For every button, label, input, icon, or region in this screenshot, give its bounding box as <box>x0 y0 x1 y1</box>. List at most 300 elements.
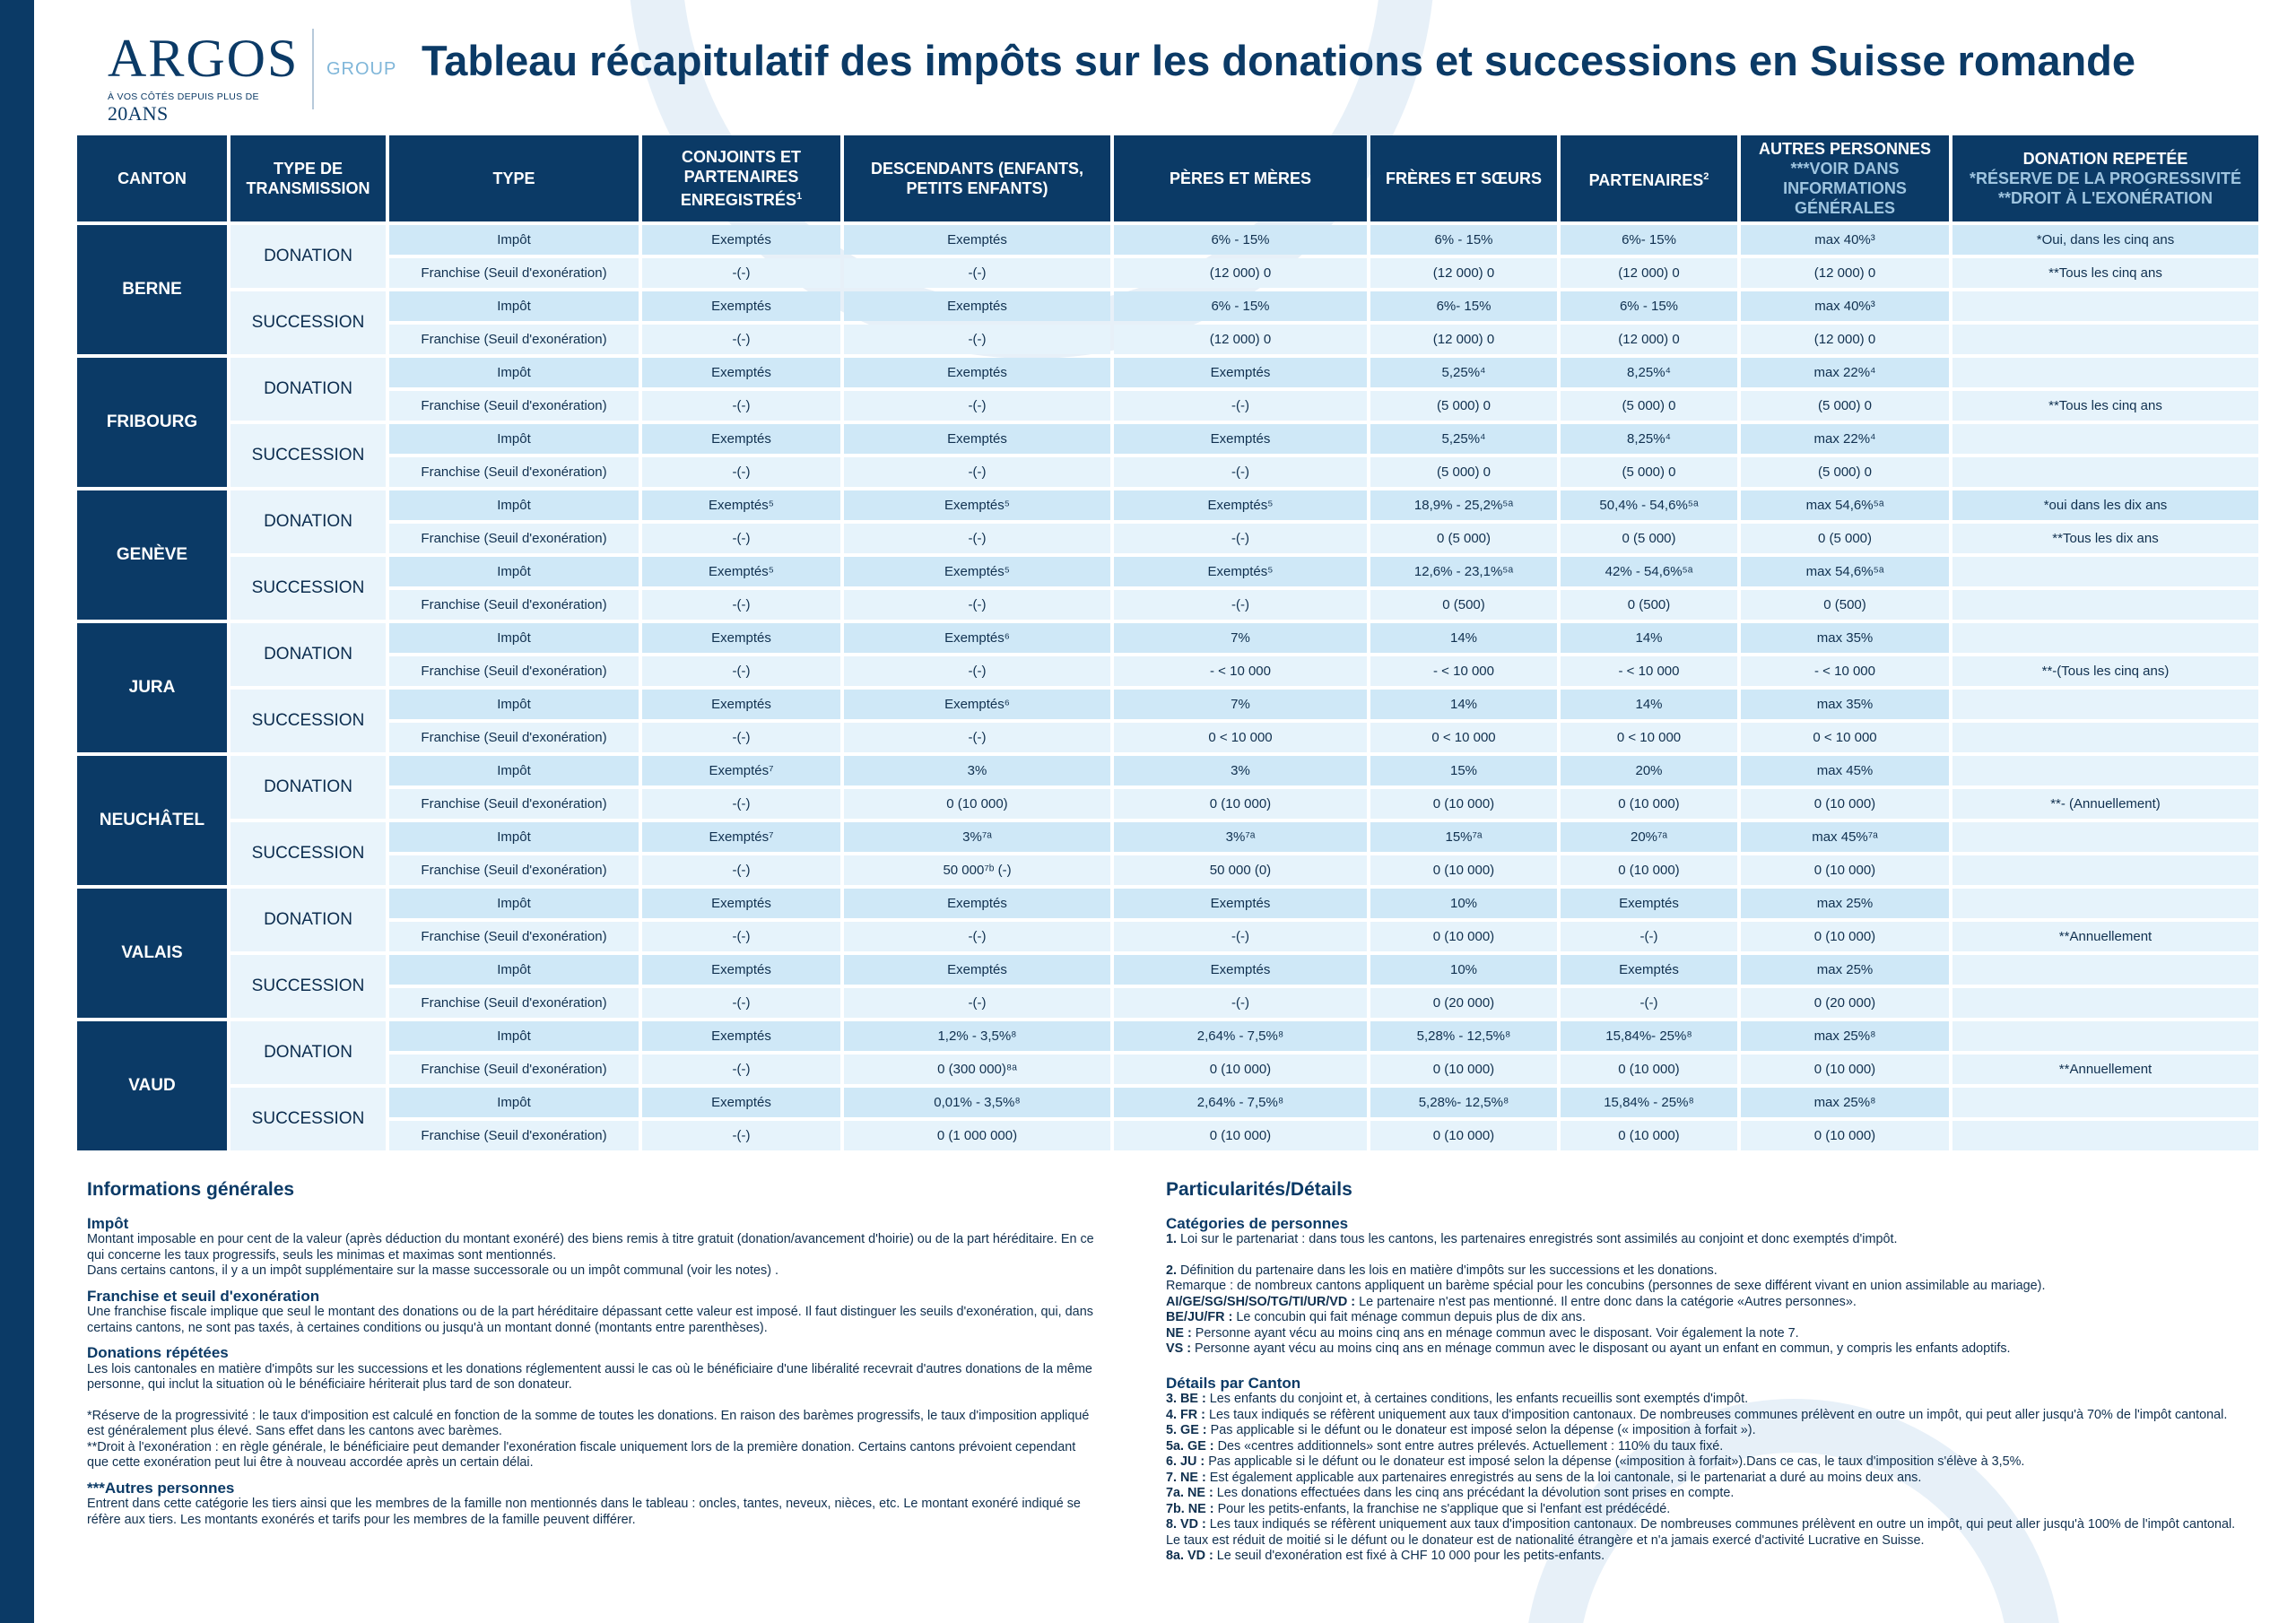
category-note-1-text: Loi sur le partenariat : dans tous les cantons, les partenaires enregistrés sont assimilés au conjoint et donc exemptés d'impôt. <box>1180 1232 1898 1246</box>
cell-donation-repetee <box>1952 822 2258 852</box>
cell-autres: max 54,6%⁵ᵃ <box>1741 490 1949 520</box>
category-note-2a-text: Le partenaire n'est pas mentionné. Il entre donc dans la catégorie «Autres personnes». <box>1359 1294 1857 1309</box>
cell-descendants: Exemptés⁶ <box>844 623 1110 653</box>
cell-conjoints: Exemptés <box>642 225 840 255</box>
cell-descendants: -(-) <box>844 391 1110 421</box>
cell-conjoints: -(-) <box>642 258 840 288</box>
logo-tagline <box>108 91 300 126</box>
cell-donation-repetee <box>1952 690 2258 719</box>
table-row <box>77 225 2258 255</box>
cell-peres: Exemptés <box>1114 358 1367 387</box>
cell-peres: 6% - 15% <box>1114 225 1367 255</box>
cell-partenaires: 8,25%⁴ <box>1561 424 1737 454</box>
cell-freres: 6% - 15% <box>1370 225 1557 255</box>
cell-freres: 18,9% - 25,2%⁵ᵃ <box>1370 490 1557 520</box>
impot-paragraph-2: Dans certains cantons, il y a un impôt supplémentaire sur la masse successorale ou un impôt communal (voir les notes) . <box>87 1263 779 1278</box>
cell-freres: 10% <box>1370 889 1557 918</box>
cell-descendants: -(-) <box>844 524 1110 553</box>
cell-descendants: Exemptés⁵ <box>844 490 1110 520</box>
canton-note-text: Des «centres additionnels» sont entre autres prélevés. Actuellement : 110% du taux fixé. <box>1217 1438 1724 1454</box>
cell-partenaires: 8,25%⁴ <box>1561 358 1737 387</box>
canton-note-label: 8. VD : <box>1166 1517 1206 1532</box>
details-section-title: Particularités/Détails <box>1166 1179 1352 1200</box>
table-row <box>77 756 2258 785</box>
category-note-2d-text: Personne ayant vécu au moins cinq ans en ménage commun avec le disposant ou ayant un enfant en commun, y compris les enfants adoptifs. <box>1195 1341 2011 1356</box>
cell-partenaires: 6%- 15% <box>1561 225 1737 255</box>
cell-autres: max 25% <box>1741 955 1949 985</box>
transmission-type-cell: SUCCESSION <box>230 822 386 885</box>
header-donation-label: DONATION REPETÉE <box>2022 150 2188 168</box>
logo-divider <box>312 29 314 109</box>
canton-name-cell: BERNE <box>77 225 227 354</box>
cell-donation-repetee <box>1952 1021 2258 1051</box>
general-info-title: Informations générales <box>87 1179 295 1200</box>
cell-descendants: Exemptés⁵ <box>844 557 1110 586</box>
categories-title: Catégories de personnes <box>1166 1214 1349 1232</box>
impot-paragraph-1: Montant imposable en pour cent de la valeur (après déduction du montant exonéré) des biens remis à titre gratuit (donation/avancement d'hoirie) ou de la part héréditaire. En ce qui concerne les taux progressifs, seuls les minimas et maximas sont mentionnés. <box>87 1232 1094 1263</box>
canton-note <box>1166 1392 2251 1408</box>
transmission-type-cell: DONATION <box>230 889 386 951</box>
cell-descendants: 0,01% - 3,5%⁸ <box>844 1088 1110 1117</box>
cell-donation-repetee <box>1952 457 2258 487</box>
cell-type: Impôt <box>389 889 639 918</box>
cell-type: Franchise (Seuil d'exonération) <box>389 855 639 885</box>
cell-autres: 0 (10 000) <box>1741 855 1949 885</box>
cell-descendants: Exemptés <box>844 358 1110 387</box>
cell-conjoints: Exemptés <box>642 424 840 454</box>
cell-autres: (12 000) 0 <box>1741 325 1949 354</box>
transmission-type-cell: DONATION <box>230 756 386 819</box>
canton-note <box>1166 1408 2251 1424</box>
cell-freres: 0 (10 000) <box>1370 1121 1557 1150</box>
cell-peres: -(-) <box>1114 590 1367 620</box>
category-note-2d <box>1166 1341 2251 1358</box>
cell-partenaires: 20%⁷ᵃ <box>1561 822 1737 852</box>
canton-note-label: 5. GE : <box>1166 1423 1207 1437</box>
canton-note <box>1166 1517 2251 1549</box>
header-canton-label: CANTON <box>117 169 187 187</box>
table-row <box>77 358 2258 387</box>
cell-freres: (12 000) 0 <box>1370 325 1557 354</box>
canton-note-text: Pas applicable si le défunt ou le donateur est imposé selon la dépense («imposition à forfait»).Dans ce cas, le taux d'imposition s'élève à 3,5%. <box>1208 1454 2025 1469</box>
category-note-2c <box>1166 1326 2251 1342</box>
cell-autres: 0 (20 000) <box>1741 988 1949 1018</box>
cell-autres: max 22%⁴ <box>1741 358 1949 387</box>
cell-conjoints: Exemptés <box>642 623 840 653</box>
table-row <box>77 1088 2258 1117</box>
table-row <box>77 524 2258 553</box>
cell-freres: 5,25%⁴ <box>1370 424 1557 454</box>
cell-conjoints: -(-) <box>642 656 840 686</box>
canton-note <box>1166 1439 2251 1455</box>
canton-name-cell: VALAIS <box>77 889 227 1018</box>
cell-descendants: 0 (300 000)⁸ᵃ <box>844 1055 1110 1084</box>
cell-donation-repetee: **Tous les cinq ans <box>1952 391 2258 421</box>
canton-note-text: Les enfants du conjoint et, à certaines conditions, les enfants recueillis sont exemptés d'impôt. <box>1209 1392 1749 1406</box>
cell-conjoints: -(-) <box>642 325 840 354</box>
cell-donation-repetee <box>1952 557 2258 586</box>
canton-note-label: 4. FR : <box>1166 1407 1205 1422</box>
cell-freres: (5 000) 0 <box>1370 457 1557 487</box>
header-descendants <box>844 135 1110 221</box>
cell-conjoints: -(-) <box>642 590 840 620</box>
cell-type: Impôt <box>389 822 639 852</box>
cell-autres: (12 000) 0 <box>1741 258 1949 288</box>
cell-type: Franchise (Seuil d'exonération) <box>389 524 639 553</box>
cell-descendants: -(-) <box>844 723 1110 752</box>
cell-descendants: Exemptés <box>844 291 1110 321</box>
cell-partenaires: 6% - 15% <box>1561 291 1737 321</box>
cell-peres: - < 10 000 <box>1114 656 1367 686</box>
canton-note-label: 7a. NE : <box>1166 1486 1213 1500</box>
transmission-type-cell: DONATION <box>230 225 386 288</box>
cell-type: Franchise (Seuil d'exonération) <box>389 1121 639 1150</box>
table-row <box>77 557 2258 586</box>
cell-freres: 5,25%⁴ <box>1370 358 1557 387</box>
cell-partenaires: 15,84%- 25%⁸ <box>1561 1021 1737 1051</box>
spacer <box>1166 1248 2251 1263</box>
cell-donation-repetee: **- (Annuellement) <box>1952 789 2258 819</box>
cell-donation-repetee <box>1952 424 2258 454</box>
autres-paragraph: Entrent dans cette catégorie les tiers ainsi que les membres de la famille non mentionnés dans le tableau : oncles, tantes, neveux, nièces, etc. Le montant exonéré indiqué se réfère aux tiers. Les montants exonérés et tarifs pour les membres de la famille peuvent différer. <box>87 1497 1081 1527</box>
table-row <box>77 325 2258 354</box>
cell-type: Impôt <box>389 1088 639 1117</box>
cell-type: Franchise (Seuil d'exonération) <box>389 457 639 487</box>
cell-freres: 0 (20 000) <box>1370 988 1557 1018</box>
transmission-type-cell: DONATION <box>230 358 386 421</box>
canton-note <box>1166 1549 2251 1565</box>
canton-note <box>1166 1423 2251 1439</box>
cell-partenaires: 0 (10 000) <box>1561 1121 1737 1150</box>
cell-donation-repetee <box>1952 988 2258 1018</box>
cell-conjoints: Exemptés <box>642 1021 840 1051</box>
cell-peres: 0 (10 000) <box>1114 1055 1367 1084</box>
cell-peres: -(-) <box>1114 922 1367 951</box>
cell-freres: 14% <box>1370 690 1557 719</box>
cell-partenaires: 0 (10 000) <box>1561 855 1737 885</box>
transmission-type-cell: SUCCESSION <box>230 557 386 620</box>
cell-type: Impôt <box>389 424 639 454</box>
cell-freres: 0 (500) <box>1370 590 1557 620</box>
table-row <box>77 457 2258 487</box>
table-row <box>77 889 2258 918</box>
cell-donation-repetee <box>1952 855 2258 885</box>
cell-autres: 0 (10 000) <box>1741 789 1949 819</box>
cell-donation-repetee <box>1952 1088 2258 1117</box>
canton-note-label: 7b. NE : <box>1166 1501 1214 1516</box>
category-note-2-remark: Remarque : de nombreux cantons appliquent un barème spécial pour les concubins (personnes de sexe différent vivant en union assimilable au mariage). <box>1166 1279 2046 1293</box>
table-row <box>77 690 2258 719</box>
cell-donation-repetee: *Oui, dans les cinq ans <box>1952 225 2258 255</box>
cell-autres: max 54,6%⁵ᵃ <box>1741 557 1949 586</box>
canton-note-text: Est également applicable aux partenaires enregistrés au sens de la loi cantonale, si le partenariat a duré au moins deux ans. <box>1209 1470 1922 1485</box>
page-header <box>77 20 2248 125</box>
cell-type: Franchise (Seuil d'exonération) <box>389 988 639 1018</box>
cell-peres: 50 000 (0) <box>1114 855 1367 885</box>
table-row <box>77 391 2258 421</box>
cell-freres: - < 10 000 <box>1370 656 1557 686</box>
cell-descendants: -(-) <box>844 988 1110 1018</box>
cell-autres: max 35% <box>1741 690 1949 719</box>
canton-note-text: Le seuil d'exonération est fixé à CHF 10 000 pour les petits-enfants. <box>1216 1549 1605 1563</box>
transmission-type-cell: DONATION <box>230 1021 386 1084</box>
cell-type: Franchise (Seuil d'exonération) <box>389 922 639 951</box>
transmission-type-cell: DONATION <box>230 623 386 686</box>
header-peres <box>1114 135 1367 221</box>
cell-peres: -(-) <box>1114 524 1367 553</box>
cell-type: Impôt <box>389 756 639 785</box>
cell-donation-repetee <box>1952 1121 2258 1150</box>
cell-freres: 12,6% - 23,1%⁵ᵃ <box>1370 557 1557 586</box>
cell-partenaires: (12 000) 0 <box>1561 258 1737 288</box>
cell-donation-repetee <box>1952 325 2258 354</box>
cell-conjoints: Exemptés <box>642 889 840 918</box>
canton-note-label: 5a. GE : <box>1166 1438 1214 1454</box>
header-type-label: TYPE <box>492 169 535 187</box>
table-row <box>77 623 2258 653</box>
category-note-2d-label: VS : <box>1166 1341 1191 1356</box>
cell-conjoints: Exemptés⁷ <box>642 756 840 785</box>
cell-autres: max 40%³ <box>1741 291 1949 321</box>
group-label: GROUP <box>326 59 397 79</box>
cell-partenaires: 14% <box>1561 690 1737 719</box>
cell-freres: 0 < 10 000 <box>1370 723 1557 752</box>
cell-type: Franchise (Seuil d'exonération) <box>389 590 639 620</box>
tax-summary-table-wrapper <box>77 132 2246 1154</box>
franchise-title: Franchise et seuil d'exonération <box>87 1287 320 1305</box>
header-canton <box>77 135 227 221</box>
argos-logo <box>108 29 300 125</box>
cell-freres: 14% <box>1370 623 1557 653</box>
cell-donation-repetee <box>1952 623 2258 653</box>
cell-type: Franchise (Seuil d'exonération) <box>389 656 639 686</box>
cell-type: Impôt <box>389 225 639 255</box>
cell-autres: 0 < 10 000 <box>1741 723 1949 752</box>
cell-partenaires: 50,4% - 54,6%⁵ᵃ <box>1561 490 1737 520</box>
cell-freres: 15% <box>1370 756 1557 785</box>
cell-descendants: -(-) <box>844 457 1110 487</box>
cell-conjoints: Exemptés⁵ <box>642 557 840 586</box>
table-row <box>77 855 2258 885</box>
cell-conjoints: -(-) <box>642 988 840 1018</box>
donations-title: Donations répétées <box>87 1344 229 1361</box>
autres-title: ***Autres personnes <box>87 1479 235 1497</box>
cell-donation-repetee: **Tous les dix ans <box>1952 524 2258 553</box>
tax-summary-table <box>74 132 2262 1154</box>
logo-tagline-text: À VOS CÔTÉS DEPUIS PLUS DE <box>108 91 259 102</box>
canton-note <box>1166 1502 2251 1518</box>
cell-type: Impôt <box>389 1021 639 1051</box>
cell-peres: (12 000) 0 <box>1114 325 1367 354</box>
header-conjoints <box>642 135 840 221</box>
table-body <box>77 225 2258 1150</box>
cell-donation-repetee <box>1952 889 2258 918</box>
canton-note <box>1166 1471 2251 1487</box>
canton-note-label: 3. BE : <box>1166 1392 1206 1406</box>
canton-note-label: 7. NE : <box>1166 1470 1206 1485</box>
cell-peres: Exemptés⁵ <box>1114 557 1367 586</box>
cell-descendants: -(-) <box>844 325 1110 354</box>
cell-autres: max 40%³ <box>1741 225 1949 255</box>
header-freres <box>1370 135 1557 221</box>
cell-freres: 15%⁷ᵃ <box>1370 822 1557 852</box>
canton-note-text: Pour les petits-enfants, la franchise ne s'applique que si l'enfant est prédécédé. <box>1217 1501 1671 1516</box>
cell-donation-repetee <box>1952 358 2258 387</box>
cell-descendants: 0 (10 000) <box>844 789 1110 819</box>
cell-type: Impôt <box>389 690 639 719</box>
cell-donation-repetee: **Annuellement <box>1952 1055 2258 1084</box>
cell-autres: 0 (500) <box>1741 590 1949 620</box>
cell-partenaires: 0 (10 000) <box>1561 1055 1737 1084</box>
cell-peres: 0 (10 000) <box>1114 789 1367 819</box>
cell-conjoints: -(-) <box>642 1121 840 1150</box>
cell-partenaires: 14% <box>1561 623 1737 653</box>
canton-name-cell: VAUD <box>77 1021 227 1150</box>
header-donation-sub1: *RÉSERVE DE LA PROGRESSIVITÉ <box>1969 169 2242 187</box>
cell-freres: 0 (10 000) <box>1370 1055 1557 1084</box>
cell-peres: 3%⁷ᵃ <box>1114 822 1367 852</box>
cell-peres: 2,64% - 7,5%⁸ <box>1114 1088 1367 1117</box>
cell-conjoints: -(-) <box>642 855 840 885</box>
table-row <box>77 1121 2258 1150</box>
canton-name-cell: GENÈVE <box>77 490 227 620</box>
cell-donation-repetee <box>1952 955 2258 985</box>
cell-type: Franchise (Seuil d'exonération) <box>389 723 639 752</box>
cell-autres: 0 (5 000) <box>1741 524 1949 553</box>
cell-partenaires: - < 10 000 <box>1561 656 1737 686</box>
donations-paragraph-1: Les lois cantonales en matière d'impôts sur les successions et les donations réglementent aussi le cas où le bénéficiaire d'une libéralité recevrait d'autres donations de la même personne, qui inclut la situation où le bénéficiaire hériterait plus tard de son donateur. <box>87 1361 1092 1392</box>
cell-freres: 0 (10 000) <box>1370 855 1557 885</box>
table-row <box>77 1021 2258 1051</box>
header-autres <box>1741 135 1949 221</box>
cell-donation-repetee: **-(Tous les cinq ans) <box>1952 656 2258 686</box>
cell-peres: -(-) <box>1114 391 1367 421</box>
cell-autres: max 45% <box>1741 756 1949 785</box>
donations-paragraph-2: *Réserve de la progressivité : le taux d'imposition est calculé en fonction de la somme de toutes les donations. En raison des barèmes progressifs, le taux d'imposition appliqué est généralement plus élevé. Sans effet dans les cantons avec barèmes. <box>87 1408 1090 1438</box>
cell-partenaires: (5 000) 0 <box>1561 391 1737 421</box>
cell-partenaires: Exemptés <box>1561 889 1737 918</box>
cell-peres: 2,64% - 7,5%⁸ <box>1114 1021 1367 1051</box>
cell-conjoints: -(-) <box>642 524 840 553</box>
table-row <box>77 590 2258 620</box>
canton-note-text: Les donations effectuées dans les cinq ans précédant la dévolution sont prises en compte. <box>1216 1486 1735 1500</box>
cell-descendants: -(-) <box>844 258 1110 288</box>
cell-peres: 3% <box>1114 756 1367 785</box>
general-info-section <box>87 1179 1100 1528</box>
transmission-type-cell: SUCCESSION <box>230 1088 386 1150</box>
header-donation-repetee <box>1952 135 2258 221</box>
cell-type: Franchise (Seuil d'exonération) <box>389 1055 639 1084</box>
header-donation-sub2: **DROIT À L'EXONÉRATION <box>1998 189 2213 207</box>
left-accent-bar <box>0 0 34 1623</box>
transmission-type-cell: SUCCESSION <box>230 955 386 1018</box>
cell-peres: Exemptés⁵ <box>1114 490 1367 520</box>
cell-autres: max 25%⁸ <box>1741 1021 1949 1051</box>
category-note-2a <box>1166 1295 2251 1311</box>
cell-donation-repetee <box>1952 756 2258 785</box>
cell-descendants: -(-) <box>844 656 1110 686</box>
header-conjoints-label: CONJOINTS ET PARTENAIRES ENREGISTRÉS <box>680 148 801 209</box>
cell-autres: 0 (10 000) <box>1741 922 1949 951</box>
transmission-type-cell: DONATION <box>230 490 386 553</box>
cell-donation-repetee: **Tous les cinq ans <box>1952 258 2258 288</box>
cell-partenaires: 0 < 10 000 <box>1561 723 1737 752</box>
cell-peres: -(-) <box>1114 988 1367 1018</box>
cell-peres: 7% <box>1114 690 1367 719</box>
details-canton-title: Détails par Canton <box>1166 1374 1301 1392</box>
canton-name-cell: JURA <box>77 623 227 752</box>
header-descendants-label: DESCENDANTS (ENFANTS, PETITS ENFANTS) <box>870 160 1083 197</box>
cell-partenaires: 0 (5 000) <box>1561 524 1737 553</box>
table-row <box>77 789 2258 819</box>
category-note-2 <box>1166 1263 2251 1280</box>
table-row <box>77 822 2258 852</box>
transmission-type-cell: SUCCESSION <box>230 690 386 752</box>
header-partenaires <box>1561 135 1737 221</box>
cell-conjoints: Exemptés <box>642 358 840 387</box>
cell-descendants: Exemptés <box>844 889 1110 918</box>
canton-name-cell: FRIBOURG <box>77 358 227 487</box>
canton-note-label: 8a. VD : <box>1166 1549 1213 1563</box>
category-note-2c-label: NE : <box>1166 1325 1192 1341</box>
cell-peres: 0 < 10 000 <box>1114 723 1367 752</box>
category-note-2a-label: AI/GE/SG/SH/SO/TG/TI/UR/VD : <box>1166 1294 1356 1309</box>
cell-conjoints: -(-) <box>642 391 840 421</box>
cell-donation-repetee <box>1952 723 2258 752</box>
cell-autres: (5 000) 0 <box>1741 391 1949 421</box>
cell-descendants: 0 (1 000 000) <box>844 1121 1110 1150</box>
table-row <box>77 490 2258 520</box>
spacer <box>87 1393 1100 1409</box>
cell-conjoints: Exemptés <box>642 1088 840 1117</box>
header-transmission-label: TYPE DE TRANSMISSION <box>246 160 370 197</box>
cell-autres: 0 (10 000) <box>1741 1121 1949 1150</box>
table-row <box>77 988 2258 1018</box>
franchise-paragraph: Une franchise fiscale implique que seul le montant des donations ou de la part héréditaire dépassant cette valeur est imposé. Il faut distinguer les seuils d'exonération, qui, dans certains cantons, ne sont pas taxés, à certaines conditions ou jusqu'à un montant donné (montants entre parenthèses). <box>87 1305 1093 1335</box>
cell-conjoints: Exemptés⁵ <box>642 490 840 520</box>
cell-autres: max 45%⁷ᵃ <box>1741 822 1949 852</box>
cell-descendants: 3%⁷ᵃ <box>844 822 1110 852</box>
impot-title: Impôt <box>87 1214 129 1232</box>
cell-partenaires: -(-) <box>1561 988 1737 1018</box>
cell-partenaires: 0 (10 000) <box>1561 789 1737 819</box>
cell-conjoints: -(-) <box>642 457 840 487</box>
category-note-1 <box>1166 1232 2251 1248</box>
header-partenaires-label: PARTENAIRES <box>1588 171 1704 189</box>
header-conjoints-note: 1 <box>796 191 803 202</box>
header-peres-label: PÈRES ET MÈRES <box>1169 169 1312 187</box>
cell-autres: - < 10 000 <box>1741 656 1949 686</box>
canton-note-text: Les taux indiqués se réfèrent uniquement aux taux d'imposition cantonaux. De nombreuses communes prélèvent en outre un impôt, qui peut aller jusqu'à 70% de l'impôt cantonal. <box>1208 1407 2228 1422</box>
logo-wordmark: ARGOS <box>108 29 300 88</box>
canton-note-text: Pas applicable si le défunt ou le donateur est imposé selon la dépense (« imposition à forfait »). <box>1210 1423 1756 1437</box>
category-note-2-label: 2. <box>1166 1263 1178 1278</box>
table-row <box>77 1055 2258 1084</box>
cell-descendants: 3% <box>844 756 1110 785</box>
cell-conjoints: Exemptés <box>642 955 840 985</box>
logo-years: 20ANS <box>108 102 169 125</box>
cell-donation-repetee <box>1952 590 2258 620</box>
cell-descendants: Exemptés <box>844 955 1110 985</box>
header-freres-label: FRÈRES ET SŒURS <box>1385 169 1543 187</box>
cell-type: Franchise (Seuil d'exonération) <box>389 391 639 421</box>
cell-descendants: -(-) <box>844 922 1110 951</box>
header-autres-label: AUTRES PERSONNES <box>1758 140 1932 158</box>
header-autres-sub: ***VOIR DANS INFORMATIONS GÉNÉRALES <box>1783 160 1907 217</box>
cell-descendants: -(-) <box>844 590 1110 620</box>
cell-type: Impôt <box>389 623 639 653</box>
cell-partenaires: -(-) <box>1561 922 1737 951</box>
